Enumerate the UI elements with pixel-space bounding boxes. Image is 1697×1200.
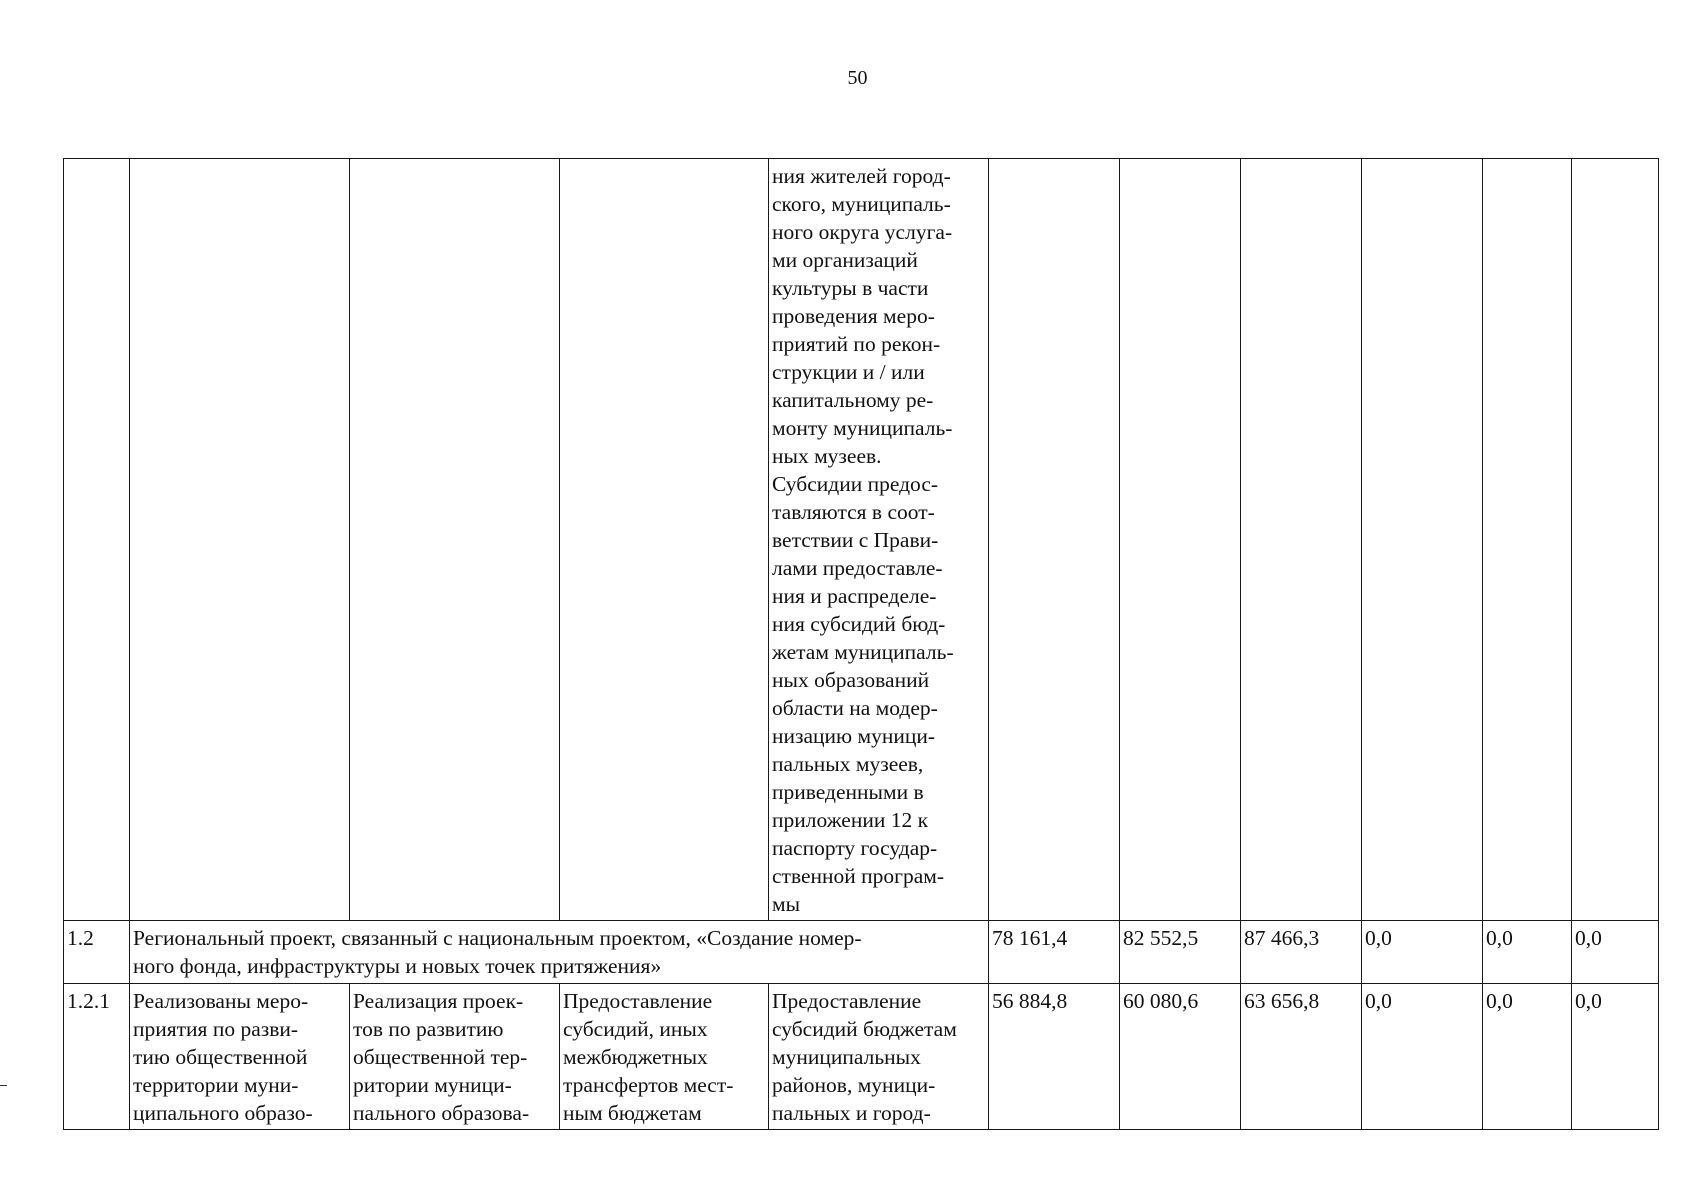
description-line: приложении 12 к — [772, 808, 929, 832]
description-line: ного округа услуга- — [772, 220, 953, 244]
description-line: капитальному ре- — [772, 388, 934, 412]
cell-value: 0,0 — [1483, 984, 1572, 1130]
cell-value: 82 552,5 — [1120, 921, 1241, 984]
mechanism-line: межбюджетных — [563, 1045, 708, 1069]
cell-value: 56 884,8 — [989, 984, 1120, 1130]
cell-project-title — [130, 921, 989, 984]
description-line: пальных музеев, — [772, 752, 924, 776]
description-line: Субсидии предос- — [772, 472, 939, 496]
cell-number: 1.2.1 — [64, 984, 130, 1130]
cell-value: 0,0 — [1572, 921, 1659, 984]
description-line: проведения меро- — [772, 304, 935, 328]
scan-margin-mark — [0, 1085, 7, 1086]
description-line: Предоставление — [772, 989, 922, 1013]
cell-value — [1241, 159, 1362, 921]
cell-value: 0,0 — [1572, 984, 1659, 1130]
activity-line: пального образова- — [353, 1101, 530, 1125]
description-line: районов, муници- — [772, 1073, 936, 1097]
mechanism-line: Предоставление — [563, 989, 713, 1013]
mechanism-line: ным бюджетам — [563, 1101, 702, 1125]
cell-value — [1120, 159, 1241, 921]
mechanism-line: субсидий, иных — [563, 1017, 708, 1041]
description-line: ных образований — [772, 668, 930, 692]
activity-line: тов по развитию — [353, 1017, 504, 1041]
result-line: ципального образо- — [133, 1101, 313, 1125]
cell-value: 60 080,6 — [1120, 984, 1241, 1130]
page-number: 50 — [847, 67, 868, 89]
cell-description — [769, 984, 989, 1130]
description-line: низацию муници- — [772, 724, 936, 748]
cell-mechanism — [560, 984, 769, 1130]
description-line: ского, муниципаль- — [772, 192, 951, 216]
activity-line: ритории муници- — [353, 1073, 512, 1097]
description-line: субсидий бюджетам — [772, 1017, 957, 1041]
description-line: ных музеев. — [772, 444, 882, 468]
description-line: струкции и / или — [772, 360, 925, 384]
cell-value — [1572, 159, 1659, 921]
description-line: мы — [772, 892, 801, 916]
cell-result — [130, 984, 350, 1130]
description-line: тавляются в соот- — [772, 500, 935, 524]
cell-value: 78 161,4 — [989, 921, 1120, 984]
result-line: Реализованы меро- — [133, 989, 309, 1013]
description-line: муниципальных — [772, 1045, 921, 1069]
cell-value — [1483, 159, 1572, 921]
description-line: ми организаций — [772, 248, 918, 272]
table-row-continuation — [64, 159, 1659, 921]
cell-activity — [350, 984, 560, 1130]
mechanism-line: трансфертов мест- — [563, 1073, 734, 1097]
cell-description — [769, 159, 989, 921]
description-line: жетам муниципаль- — [772, 640, 954, 664]
description-line: монту муниципаль- — [772, 416, 953, 440]
cell-mechanism — [560, 159, 769, 921]
project-title-line: ного фонда, инфраструктуры и новых точек притяжения» — [133, 954, 662, 978]
project-title-line: Региональный проект, связанный с национальным проектом, «Создание номер- — [133, 926, 862, 950]
program-table — [63, 158, 1659, 1130]
result-line: территории муни- — [133, 1073, 299, 1097]
cell-value: 63 656,8 — [1241, 984, 1362, 1130]
cell-number: 1.2 — [64, 921, 130, 984]
description-line: области на модер- — [772, 696, 938, 720]
description-line: ветствии с Прави- — [772, 528, 939, 552]
cell-value: 0,0 — [1483, 921, 1572, 984]
description-line: приведенными в — [772, 780, 924, 804]
cell-value: 0,0 — [1362, 921, 1483, 984]
description-line: ния и распределе- — [772, 584, 937, 608]
cell-activity — [350, 159, 560, 921]
description-line: культуры в части — [772, 276, 929, 300]
description-line: пальных и город- — [772, 1101, 931, 1125]
cell-value — [1362, 159, 1483, 921]
cell-value — [989, 159, 1120, 921]
cell-result — [130, 159, 350, 921]
table-row-project — [64, 921, 1659, 984]
cell-number — [64, 159, 130, 921]
result-line: тию общественной — [133, 1045, 308, 1069]
description-line: приятий по рекон- — [772, 332, 941, 356]
description-line: ственной програм- — [772, 864, 945, 888]
result-line: приятия по разви- — [133, 1017, 299, 1041]
table-row-event — [64, 984, 1659, 1130]
activity-line: общественной тер- — [353, 1045, 528, 1069]
description-line: ния субсидий бюд- — [772, 612, 946, 636]
description-line: ния жителей город- — [772, 164, 951, 188]
cell-value: 0,0 — [1362, 984, 1483, 1130]
description-line: паспорту государ- — [772, 836, 938, 860]
cell-value: 87 466,3 — [1241, 921, 1362, 984]
description-line: лами предоставле- — [772, 556, 943, 580]
activity-line: Реализация проек- — [353, 989, 524, 1013]
